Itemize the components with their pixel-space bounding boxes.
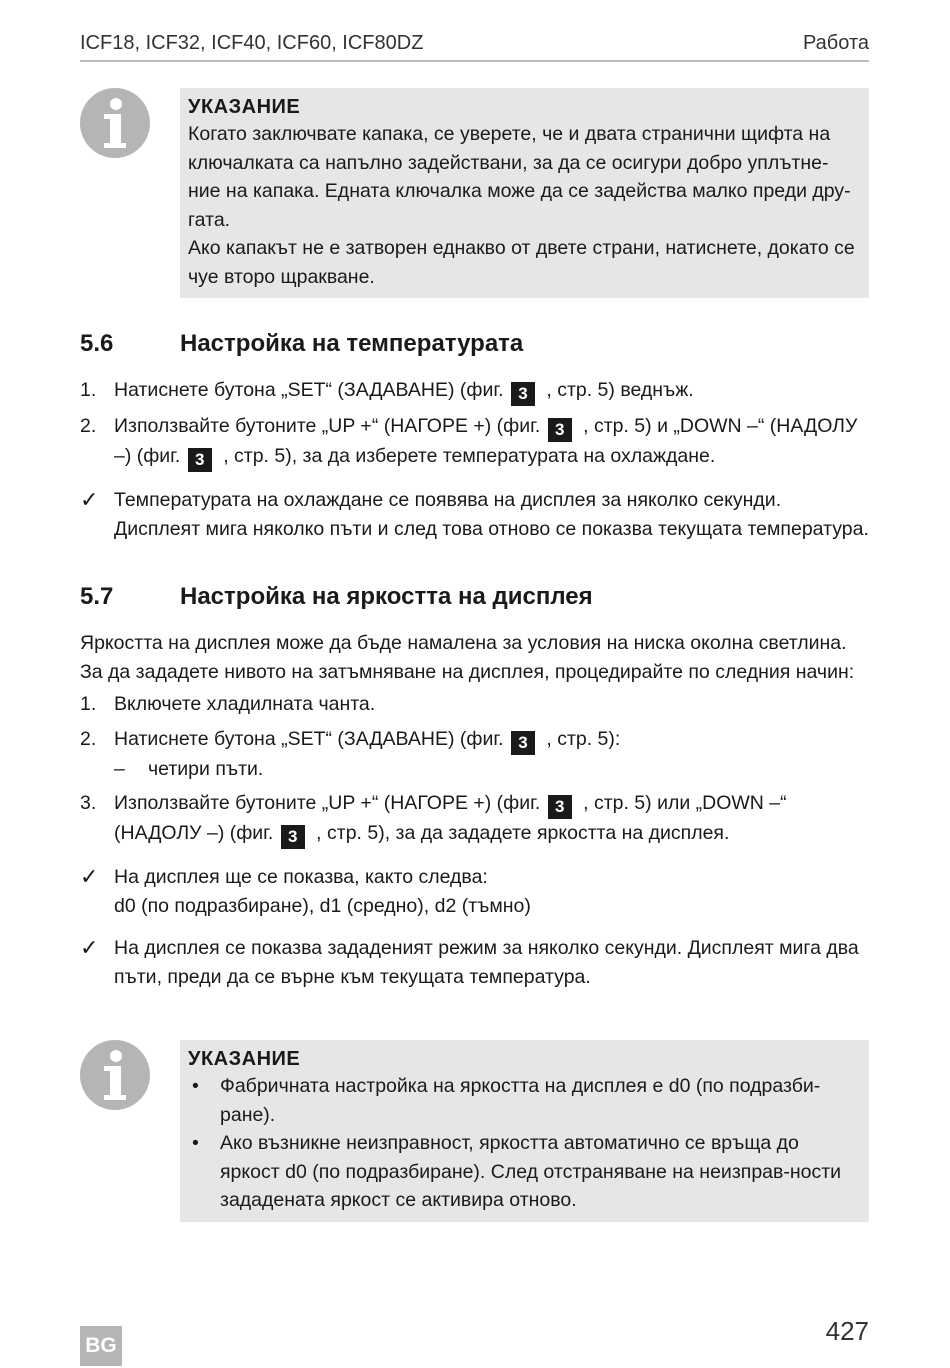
result-item: ✓ На дисплея ще се показва, както следва: d0 (по подразбиране), d1 (средно), d2 (тъмно) — [80, 864, 531, 917]
list-item: 1. Натиснете бутона „SET“ (ЗАДАВАНЕ) (фиг. 3 , стр. 5) веднъж. — [80, 376, 869, 406]
section-heading-5-6 — [80, 330, 523, 358]
note-box-lid — [180, 88, 869, 298]
header-models: ICF18, ICF32, ICF40, ICF60, ICF80DZ — [80, 32, 424, 54]
note-title: УКАЗАНИЕ — [188, 96, 301, 118]
page-header — [80, 32, 869, 62]
figure-ref-badge: 3 — [548, 795, 572, 819]
list-item: 2. Натиснете бутона „SET“ (ЗАДАВАНЕ) (фиг. 3 , стр. 5): – четири пъти. — [80, 725, 869, 784]
header-section: Работа — [803, 32, 869, 54]
section-number: 5.7 — [80, 583, 114, 610]
sub-list-item: – четири пъти. — [114, 757, 264, 780]
section-title: Настройка на яркостта на дисплея — [180, 583, 593, 610]
page-number: 427 — [825, 1316, 869, 1346]
language-badge: BG — [80, 1326, 122, 1366]
section-title: Настройка на температурата — [180, 330, 524, 357]
list-item: 3. Използвайте бутоните „UP +“ (НАГОРЕ +) (фиг. 3 , стр. 5) или „DOWN –“ (НАДОЛУ –) (фиг. 3 , стр. 5), за да зададете яркостта на дисплея. — [80, 789, 869, 849]
info-icon — [80, 1040, 150, 1110]
figure-ref-badge: 3 — [511, 731, 535, 755]
note-paragraph: Когато заключвате капака, се уверете, че и двата странични щифта на ключалката са напълно задействани, за да се осигури добро уплътне-ние на капака. Едната ключалка може да се задейства малко преди дру-гата. — [188, 123, 851, 231]
figure-ref-badge: 3 — [511, 382, 535, 406]
result-item: ✓ Температурата на охлаждане се появява на дисплея за няколко секунди. Дисплеят мига няколко пъти и след това отново се показва текущата температура. — [80, 487, 869, 540]
section-heading-5-7 — [80, 583, 593, 611]
note-paragraph: Ако капакът не е затворен еднакво от двете страни, натиснете, докато се чуе второ щракване. — [188, 237, 855, 288]
checkmark-icon: ✓ — [80, 864, 99, 889]
note-title: УКАЗАНИЕ — [188, 1048, 301, 1070]
checkmark-icon: ✓ — [80, 935, 99, 960]
note-bullet-list — [188, 1072, 859, 1215]
list-item: 1. Включете хладилната чанта. — [80, 693, 376, 715]
section-5-7-body — [80, 629, 869, 997]
info-icon — [80, 88, 150, 158]
section-5-6-steps — [80, 376, 869, 549]
figure-ref-badge: 3 — [548, 418, 572, 442]
checkmark-icon: ✓ — [80, 487, 99, 512]
figure-ref-badge: 3 — [188, 448, 212, 472]
note-box-brightness — [180, 1040, 869, 1222]
bullet-item: • Фабричната настройка на яркостта на дисплея е d0 (по подразби-ране). — [192, 1075, 821, 1126]
section-number: 5.6 — [80, 330, 114, 357]
result-item: ✓ На дисплея се показва зададеният режим за няколко секунди. Дисплеят мига два пъти, преди да се върне към текущата температура. — [80, 935, 859, 988]
list-item: 2. Използвайте бутоните „UP +“ (НАГОРЕ +) (фиг. 3 , стр. 5) и „DOWN –“ (НАДОЛУ –) (фиг. 3 , стр. 5), за да изберете температурата на охлаждане. — [80, 412, 869, 472]
bullet-item: • Ако възникне неизправност, яркостта автоматично се връща до яркост d0 (по подразбиране). След отстраняване на неизправ-ности зададената яркост се активира отново. — [192, 1132, 842, 1211]
intro-paragraph: Яркостта на дисплея може да бъде намалена за условия на ниска околна светлина. За да зададете нивото на затъмняване на дисплея, процедирайте по следния начин: — [80, 632, 855, 683]
figure-ref-badge: 3 — [281, 825, 305, 849]
